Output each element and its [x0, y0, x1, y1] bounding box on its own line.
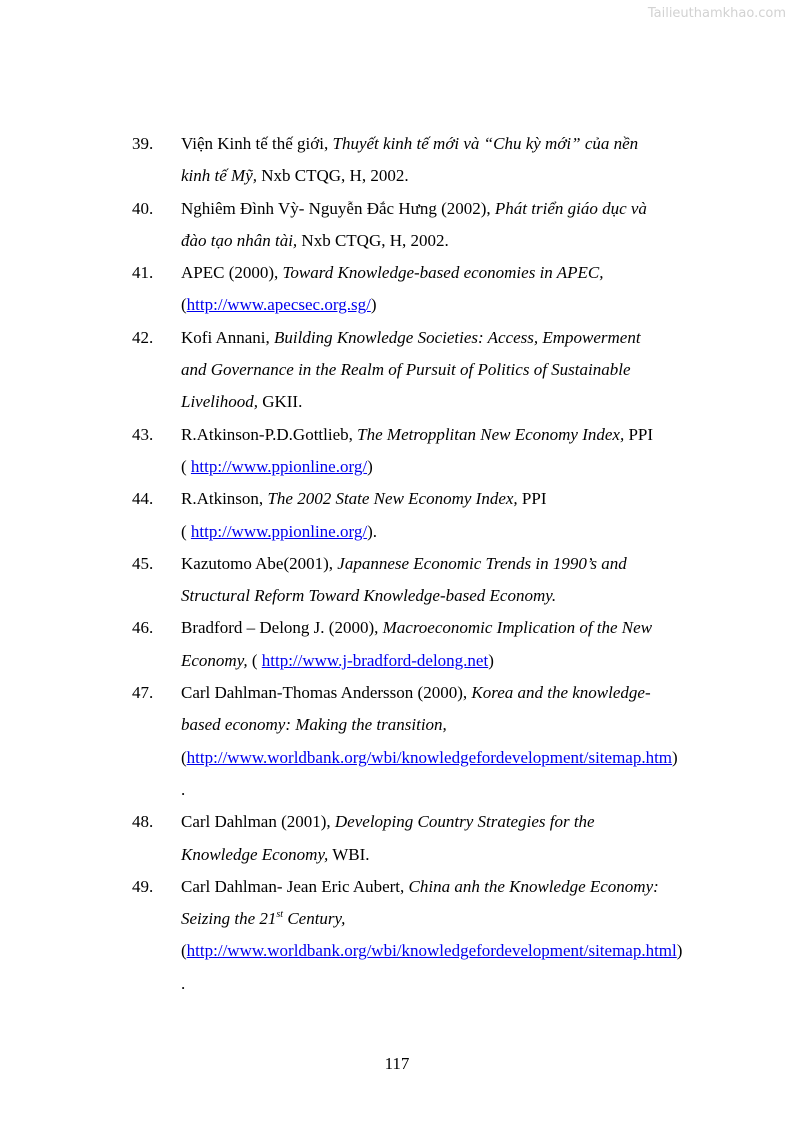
reference-line — [181, 128, 794, 160]
reference-item — [0, 806, 794, 871]
reference-title-text: Korea and the knowledge- — [471, 683, 651, 703]
reference-text: Viện Kinh tế thế giới, — [181, 134, 333, 153]
reference-line — [181, 548, 794, 580]
reference-line — [181, 677, 794, 709]
watermark-text: Tailieuthamkhao.com — [647, 6, 786, 21]
reference-line — [181, 483, 794, 515]
reference-title-text: based economy: Making the transition, — [181, 715, 447, 735]
reference-title-text: China anh the Knowledge Economy: — [408, 876, 659, 896]
reference-line — [181, 419, 794, 451]
reference-line — [181, 386, 794, 418]
reference-title-text: Developing Country Strategies for the — [334, 812, 595, 832]
reference-text: Kazutomo Abe(2001), — [181, 553, 338, 573]
superscript-text: st — [276, 909, 284, 921]
reference-text: APEC (2000), — [181, 263, 283, 283]
reference-link[interactable]: http://www.apecsec.org.sg/ — [186, 295, 371, 315]
reference-title-text: Century, — [283, 909, 346, 929]
reference-title-text: Knowledge Economy, — [181, 844, 329, 864]
reference-number: 39. — [132, 134, 154, 153]
reference-text: Carl Dahlman- Jean Eric Aubert, — [181, 876, 409, 896]
reference-text: ) — [676, 941, 683, 961]
reference-link[interactable]: http://www.ppionline.org/ — [190, 521, 368, 541]
reference-title-text: Structural Reform Toward Knowledge-based Economy. — [181, 586, 557, 606]
reference-line — [181, 612, 794, 644]
reference-text: Carl Dahlman (2001), — [181, 812, 335, 832]
reference-item — [0, 548, 794, 613]
reference-title-text: kinh tế Mỹ, — [181, 166, 257, 186]
reference-line — [181, 645, 794, 677]
reference-text: . — [181, 973, 186, 993]
reference-item — [0, 322, 794, 419]
reference-text: Kofi Annani, — [181, 327, 275, 347]
reference-number: 40. — [132, 198, 154, 218]
reference-text: Carl Dahlman-Thomas Andersson (2000), — [181, 683, 472, 703]
reference-title-text: Seizing the 21 — [181, 909, 277, 929]
reference-text: ). — [367, 521, 377, 541]
reference-text: ) — [488, 650, 494, 670]
reference-item — [0, 128, 794, 193]
reference-line — [181, 225, 794, 257]
reference-item — [0, 483, 794, 548]
reference-text: Bradford – Delong J. (2000), — [181, 618, 383, 638]
reference-number: 44. — [132, 489, 154, 509]
reference-text: Nxb CTQG, H, 2002. — [297, 230, 449, 250]
reference-text: GKII. — [257, 392, 303, 412]
reference-line — [181, 516, 794, 548]
reference-title-text: Phát triển giáo dục và — [494, 198, 647, 218]
reference-item — [0, 257, 794, 322]
reference-line — [181, 806, 794, 838]
reference-text: PPI — [517, 489, 547, 509]
reference-number: 46. — [132, 618, 154, 638]
reference-line — [181, 580, 794, 612]
reference-line — [181, 871, 794, 903]
reference-item — [0, 193, 794, 258]
reference-number: 41. — [132, 263, 154, 283]
reference-number: 49. — [132, 876, 154, 896]
reference-text: Nxb CTQG, H, 2002. — [257, 166, 409, 186]
reference-text: ) — [672, 747, 678, 767]
reference-title-text: Economy, — [181, 650, 248, 670]
reference-text: Nghiêm Đình Vỳ- Nguyễn Đắc Hưng (2002), — [181, 198, 495, 218]
reference-title-text: The 2002 State New Economy Index, — [267, 489, 518, 509]
reference-title-text: Building Knowledge Societies: Access, Empowerment — [274, 327, 641, 347]
reference-title-text: Livelihood, — [181, 392, 258, 412]
reference-text: ( — [181, 747, 187, 767]
reference-line — [181, 257, 794, 289]
reference-link[interactable]: http://www.worldbank.org/wbi/knowledgefordevelopment/sitemap.html — [186, 941, 677, 961]
reference-line — [181, 839, 794, 871]
reference-line — [181, 193, 794, 225]
reference-title-text: đào tạo nhân tài, — [181, 230, 298, 250]
reference-item — [0, 871, 794, 1000]
reference-line — [181, 903, 794, 935]
reference-text: ( — [181, 521, 191, 541]
reference-number: 47. — [132, 683, 154, 703]
reference-number: 48. — [132, 812, 154, 832]
reference-text: ) — [367, 456, 373, 476]
reference-title-text: Toward Knowledge-based economies in APEC, — [282, 263, 604, 283]
reference-text: ) — [370, 295, 377, 315]
reference-title-text: Japannese Economic Trends in 1990’s and — [337, 553, 627, 573]
reference-line — [181, 774, 794, 806]
reference-line — [181, 354, 794, 386]
page-number: 117 — [384, 1054, 410, 1073]
reference-line — [181, 935, 794, 967]
reference-line — [181, 709, 794, 741]
reference-item — [0, 612, 794, 677]
reference-text: R.Atkinson, — [181, 489, 268, 509]
reference-line — [181, 160, 794, 192]
reference-link[interactable]: http://www.worldbank.org/wbi/knowledgefordevelopment/sitemap.htm — [186, 747, 673, 767]
reference-line — [181, 968, 794, 1000]
reference-text: . — [181, 779, 186, 799]
reference-number: 43. — [132, 424, 154, 444]
reference-line — [181, 289, 794, 321]
reference-line — [181, 322, 794, 354]
reference-title-text: Macroeconomic Implication of the New — [382, 618, 653, 638]
reference-title-text: Thuyết kinh tế mới và “Chu kỳ mới” của nền — [332, 134, 639, 153]
reference-number: 45. — [132, 553, 154, 573]
reference-line — [181, 742, 794, 774]
reference-link[interactable]: http://www.ppionline.org/ — [190, 456, 368, 476]
reference-text: ( — [181, 456, 191, 476]
reference-item — [0, 677, 794, 806]
reference-text: ( — [247, 650, 262, 670]
reference-line — [181, 451, 794, 483]
reference-title-text: and Governance in the Realm of Pursuit of Politics of Sustainable — [181, 360, 631, 380]
reference-item — [0, 419, 794, 484]
reference-text: ( — [181, 295, 187, 315]
reference-text: PPI — [624, 424, 654, 444]
reference-text: ( — [181, 941, 187, 961]
reference-list — [0, 128, 794, 1000]
reference-link[interactable]: http://www.j-bradford-delong.net — [261, 650, 489, 670]
reference-text: WBI. — [328, 844, 370, 864]
reference-text: R.Atkinson-P.D.Gottlieb, — [181, 424, 358, 444]
reference-number: 42. — [132, 327, 154, 347]
reference-title-text: The Metropplitan New Economy Index, — [357, 424, 625, 444]
